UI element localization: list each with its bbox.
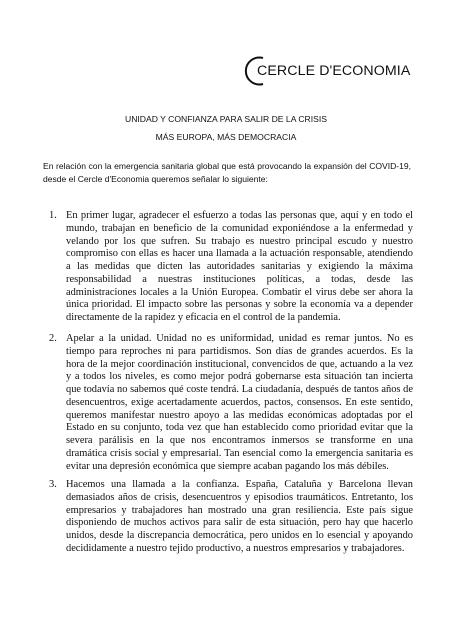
point-number: 3. bbox=[49, 479, 57, 490]
cercle-economia-logo bbox=[242, 53, 412, 89]
numbered-point bbox=[49, 333, 413, 473]
logo-wordmark: CERCLE D'ECONOMIA bbox=[257, 63, 411, 79]
numbered-point bbox=[49, 479, 413, 556]
point-text: Apelar a la unidad. Unidad no es uniformidad, unidad es remar juntos. No es tiempo para reproches ni para partidismos. Son días de grandes acuerdos. Es la hora de la mejor coordinación institucional, convencidos de que, actuando a la vez y a todos los niveles, es como mejor podrá gobernarse esta situación tan incierta que todavía no sabemos qué coste tendrá. La ciudadanía, después de tantos años de desencuentros, exige acertadamente acuerdos, pactos, consensos. En este sentido, queremos manifestar nuestro apoyo a las medidas económicas adoptadas por el Estado en su conjunto, toda vez que han establecido como prioridad evitar que la severa parálisis en la que nos encontramos inmersos se transforme en una dramática crisis social y empresarial. Tan esencial como la emergencia sanitaria es evitar una depresión económica que siempre acaban pagando los más débiles. bbox=[66, 333, 413, 472]
document-subtitle: MÁS EUROPA, MÁS DEMOCRACIA bbox=[155, 132, 297, 142]
point-text: En primer lugar, agradecer el esfuerzo a todas las personas que, aquí y en todo el mundo, trabajan en beneficio de la comunidad exponiéndose a la enfermedad y velando por los que sufren. Su trabajo es nuestro principal escudo y nuestro compromiso con ellas es hacer una llamada a la actuación responsable, atendiendo a las medidas que dicten las autoridades sanitarias y exigiendo la máxima responsabilidad a nuestras instituciones políticas, a todas, desde las administraciones locales a la Unión Europea. Combatir el virus debe ser ahora la única prioridad. El impacto sobre las personas y sobre la economía va a depender directamente de la rapidez y eficacia en el control de la pandemia. bbox=[66, 210, 413, 323]
numbered-point bbox=[49, 210, 413, 325]
intro-paragraph: En relación con la emergencia sanitaria global que está provocando la expansión del COVID-19, desde el Cercle d'Economia queremos señalar lo siguiente: bbox=[43, 161, 411, 184]
point-text: Hacemos una llamada a la confianza. España, Cataluña y Barcelona llevan demasiados años de crisis, desencuentros y episodios traumáticos. Entretanto, los empresarios y trabajadores han mostrado una gran resiliencia. Este país sigue disponiendo de muchos activos para salir de esta situación, pero hay que hacerlo unidos, desde la discrepancia democrática, pero unidos en lo esencial y apoyando decididamente a nuestro tejido productivo, a nuestros empresarios y trabajadores. bbox=[66, 479, 413, 554]
point-number: 2. bbox=[49, 333, 57, 344]
point-number: 1. bbox=[49, 210, 57, 221]
document-title: UNIDAD Y CONFIANZA PARA SALIR DE LA CRISIS bbox=[124, 114, 327, 124]
